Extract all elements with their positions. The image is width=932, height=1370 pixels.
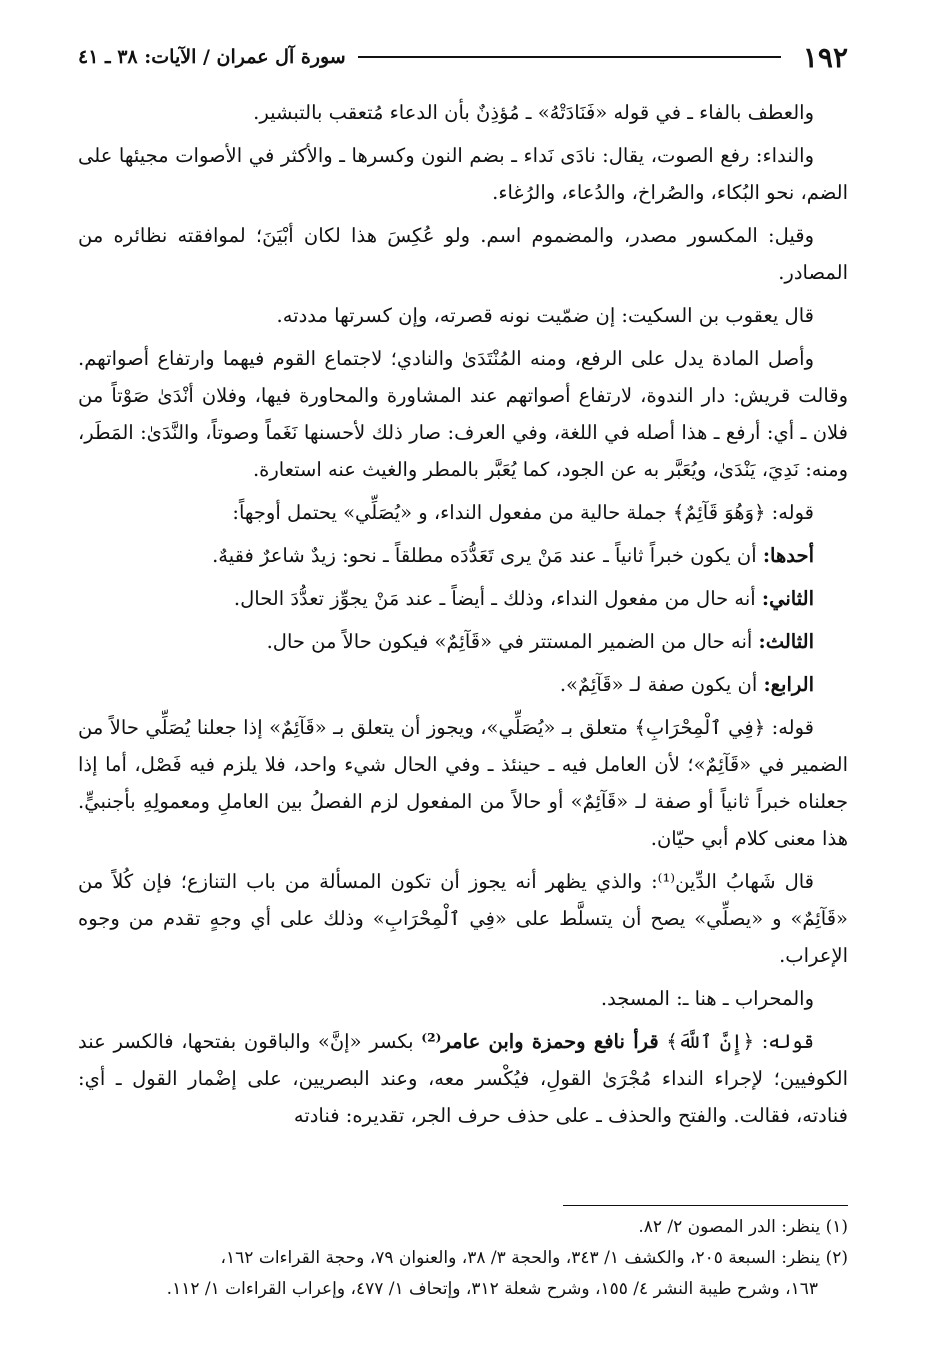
list-item [78,537,848,574]
item-label: الرابع: [763,673,814,696]
item-label: أحدها: [762,544,814,567]
item-label: الثاني: [761,587,814,610]
paragraph: قوله: ﴿وَهُوَ قَآئِمٌ﴾ جملة حالية من مفعول النداء، و «يُصَلِّي» يحتمل أوجهاً: [232,501,814,524]
list-item [78,666,848,703]
paragraph: وقيل: المكسور مصدر، والمضموم اسم. ولو عُكِسَ هذا لكان أبْيَنَ؛ لموافقته نظائره من المصادر. [78,224,848,284]
footnote: (١) ينظر: الدر المصون ٢/ ٨٢. [638,1217,848,1237]
footnote-separator [563,1205,848,1206]
page-header [78,36,848,78]
item-text: أن يكون صفة لـ «قَآئِمٌ». [559,673,758,696]
list-item [78,623,848,660]
item-text: أن يكون خبراً ثانياً ـ عند مَنْ يرى تَعَدُّدَه مطلقاً ـ نحو: زيدٌ شاعرٌ فقيهٌ. [212,544,757,567]
paragraph: قال شَهابُ الدِّين⁽¹⁾: والذي يظهر أنه يجوز أن تكون المسألة من باب التنازع؛ فإن كُلاً من «قَآئِمٌ» و «يصلِّي» يصح أن يتسلَّط على «فِي ٱلْمِحْرَابِ» وذلك على أي وجهٍ تقدم من وجوه الإعراب. [78,870,848,967]
paragraph: قال يعقوب بن السكيت: إن ضمّيت نونه قصرته، وإن كسرتها مددته. [276,304,814,327]
header-rule [358,56,781,58]
item-text: أنه حال من مفعول النداء، وذلك ـ أيضاً ـ عند مَنْ يجوِّز تعدُّدَ الحال. [233,587,756,610]
paragraph: والنداء: رفع الصوت، يقال: نادَى نَداء ـ بضم النون وكسرها ـ والأكثر في الأصوات مجيئها على الضم، نحو البُكاء، والصُراخ، والدُعاء، والرُغاء. [78,144,848,204]
paragraph: والمحراب ـ هنا ـ: المسجد. [600,987,814,1010]
list-item [78,580,848,617]
paragraph: قوله: ﴿فِي ٱلْمِحْرَابِ﴾ متعلق بـ «يُصَلِّي»، ويجوز أن يتعلق بـ «قَآئِمٌ» إذا جعلنا يُصَلِّي حالاً من الضمير في «قَآئِمٌ»؛ لأن العامل فيه ـ حينئذ ـ وفي الحال شيء واحد، فلا يلزم فيه فَصْل، أما إذا جعلناه خبراً ثانياً أو صفة لـ «قَآئِمٌ» أو حالاً من المفعول لزم الفصلُ بين العاملِ ومعمولِهِ بأجنبيٍّ. هذا معنى كلام أبي حيّان. [78,716,848,850]
page-body [78,94,848,1134]
paragraph-rest: بكسر «إنَّ» والباقون بفتحها، فالكسر عند الكوفيين؛ لإجراء النداء مُجْرَىٰ القولِ، فيُكْسر معه، وعند البصريين، على إضْمار القول ـ أي: فنادته، فقالت. والفتح والحذف ـ على حذف حرف الجر، تقديره: فنادته [78,1030,848,1127]
paragraph-start: قوله: ﴿إِنَّ ٱللَّهَ﴾ [666,1030,815,1053]
footnote-continuation: ١٦٣، وشرح طيبة النشر ٤/ ١٥٥، وشرح شعلة ٣١٢، وإتحاف ١/ ٤٧٧، وإعراب القراءات ١/ ١١٢. [166,1279,818,1299]
readers-names: قرأ نافع وحمزة وابن عامر⁽²⁾ [421,1030,659,1053]
page-number: ١٩٢ [802,40,848,74]
paragraph [78,1023,848,1134]
header-title: سورة آل عمران / الآيات: ٣٨ ـ ٤١ [78,46,346,68]
item-label: الثالث: [758,630,814,653]
item-text: أنه حال من الضمير المستتر في «قَآئِمٌ» فيكون حالاً من حال. [266,630,753,653]
paragraph: والعطف بالفاء ـ في قوله «فَنَادَتْهُ» ـ مُؤذِنٌ بأن الدعاء مُتعقب بالتبشير. [253,101,814,124]
paragraph: وأصل المادة يدل على الرفع، ومنه المُنْتَدَىٰ والنادي؛ لاجتماع القوم فيهما وارتفاع أصواتهم. وقالت قريش: دار الندوة، لارتفاع أصواتهم عند المشاورة والمحاورة فيها، وفلان أنْدَىٰ صَوْتاً من فلان ـ أي: أرفع ـ هذا أصله في اللغة، وفي العرف: صار ذلك لأحسنها نَغَماً وصوتاً، والنَّدَىٰ: المَطَر، ومنه: نَدِيَ، يَنْدَىٰ، ويُعَبَّر به عن الجود، كما يُعَبَّر بالمطر والغيث عنه استعارة. [78,347,848,481]
footnote: (٢) ينظر: السبعة ٢٠٥، والكشف ١/ ٣٤٣، والحجة ٣/ ٣٨، والعنوان ٧٩، وحجة القراءات ١٦٢، [220,1248,848,1268]
footnotes [78,1212,848,1305]
